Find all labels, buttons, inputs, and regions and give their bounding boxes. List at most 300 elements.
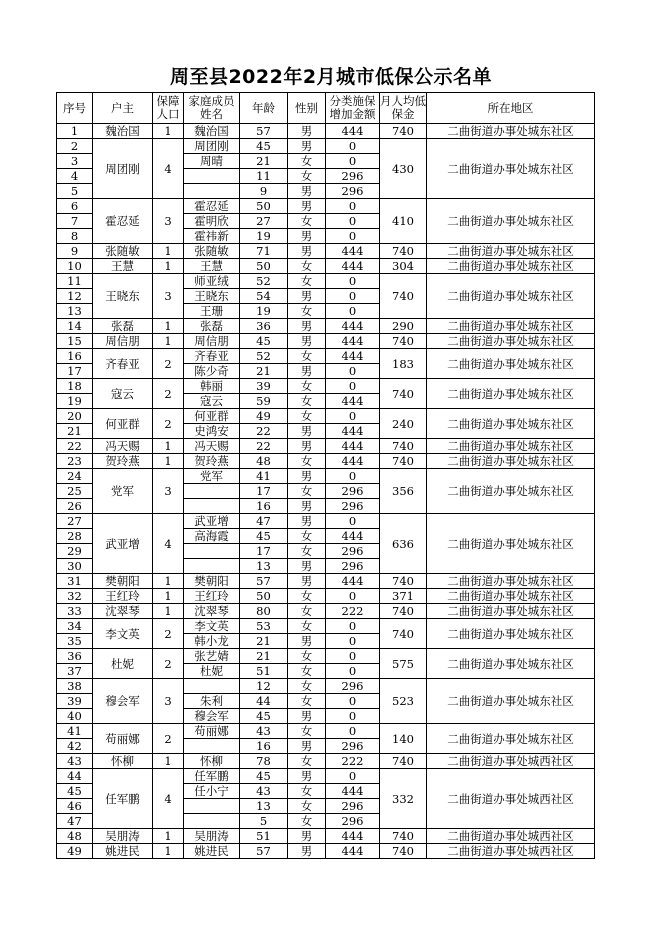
age-cell: 19 (240, 304, 288, 319)
age-cell: 39 (240, 379, 288, 394)
gender-cell: 女 (288, 784, 326, 799)
seq-cell: 14 (57, 319, 93, 334)
member-name-cell: 师亚绒 (184, 274, 240, 289)
age-cell: 12 (240, 679, 288, 694)
extra-amount-cell: 0 (326, 709, 380, 724)
monthly-avg-cell: 740 (380, 124, 427, 139)
protected-count-cell: 2 (153, 409, 184, 439)
seq-cell: 33 (57, 604, 93, 619)
extra-amount-cell: 444 (326, 784, 380, 799)
seq-cell: 7 (57, 214, 93, 229)
seq-cell: 35 (57, 634, 93, 649)
gender-cell: 女 (288, 799, 326, 814)
member-name-cell: 韩小龙 (184, 634, 240, 649)
roster-body (57, 124, 595, 859)
age-cell: 71 (240, 244, 288, 259)
region-cell: 二曲街道办事处城东社区 (427, 409, 595, 439)
gender-cell: 女 (288, 679, 326, 694)
member-name-cell: 王慧 (184, 259, 240, 274)
seq-cell: 47 (57, 814, 93, 829)
gender-cell: 男 (288, 559, 326, 574)
region-cell: 二曲街道办事处城东社区 (427, 469, 595, 514)
age-cell: 19 (240, 229, 288, 244)
table-row (57, 349, 595, 364)
gender-cell: 男 (288, 364, 326, 379)
age-cell: 45 (240, 709, 288, 724)
monthly-avg-cell: 740 (380, 604, 427, 619)
monthly-avg-cell: 356 (380, 469, 427, 514)
protected-count-cell: 2 (153, 379, 184, 409)
household-head-cell: 张随敏 (93, 244, 153, 259)
member-name-cell: 杜妮 (184, 664, 240, 679)
gender-cell: 男 (288, 244, 326, 259)
region-cell: 二曲街道办事处城东社区 (427, 244, 595, 259)
household-head-cell: 王红玲 (93, 589, 153, 604)
gender-cell: 女 (288, 589, 326, 604)
seq-cell: 31 (57, 574, 93, 589)
member-name-cell: 任小宁 (184, 784, 240, 799)
household-head-cell: 杜妮 (93, 649, 153, 679)
monthly-avg-cell: 740 (380, 379, 427, 409)
extra-amount-cell: 0 (326, 229, 380, 244)
seq-cell: 13 (57, 304, 93, 319)
gender-cell: 男 (288, 514, 326, 529)
seq-cell: 36 (57, 649, 93, 664)
monthly-avg-cell: 140 (380, 724, 427, 754)
table-row (57, 259, 595, 274)
protected-count-cell: 1 (153, 589, 184, 604)
age-cell: 52 (240, 274, 288, 289)
seq-cell: 5 (57, 184, 93, 199)
table-row (57, 454, 595, 469)
extra-amount-cell: 444 (326, 349, 380, 364)
seq-cell: 20 (57, 409, 93, 424)
age-cell: 11 (240, 169, 288, 184)
extra-amount-cell: 0 (326, 664, 380, 679)
household-head-cell: 齐春亚 (93, 349, 153, 379)
gender-cell: 女 (288, 274, 326, 289)
seq-cell: 32 (57, 589, 93, 604)
age-cell: 52 (240, 349, 288, 364)
extra-amount-cell: 444 (326, 244, 380, 259)
member-name-cell: 韩丽 (184, 379, 240, 394)
member-name-cell: 周团刚 (184, 139, 240, 154)
page-title: 周至县2022年2月城市低保公示名单 (169, 66, 493, 88)
seq-cell: 30 (57, 559, 93, 574)
seq-cell: 22 (57, 439, 93, 454)
age-cell: 50 (240, 199, 288, 214)
extra-amount-cell: 0 (326, 409, 380, 424)
table-row (57, 724, 595, 739)
household-head-cell: 李文英 (93, 619, 153, 649)
extra-amount-cell: 0 (326, 364, 380, 379)
table-row (57, 769, 595, 784)
gender-cell: 女 (288, 604, 326, 619)
table-row (57, 439, 595, 454)
age-cell: 9 (240, 184, 288, 199)
age-cell: 45 (240, 139, 288, 154)
table-row (57, 589, 595, 604)
protected-count-cell: 1 (153, 244, 184, 259)
household-head-cell: 王慧 (93, 259, 153, 274)
member-name-cell: 任军鹏 (184, 769, 240, 784)
seq-cell: 17 (57, 364, 93, 379)
age-cell: 17 (240, 484, 288, 499)
region-cell: 二曲街道办事处城东社区 (427, 619, 595, 649)
extra-amount-cell: 296 (326, 499, 380, 514)
extra-amount-cell: 296 (326, 544, 380, 559)
extra-amount-cell: 444 (326, 454, 380, 469)
extra-amount-cell: 0 (326, 649, 380, 664)
seq-cell: 45 (57, 784, 93, 799)
gender-cell: 男 (288, 634, 326, 649)
extra-amount-cell: 222 (326, 754, 380, 769)
monthly-avg-cell: 430 (380, 139, 427, 199)
gender-cell: 女 (288, 694, 326, 709)
household-head-cell: 冯天赐 (93, 439, 153, 454)
region-cell: 二曲街道办事处城东社区 (427, 379, 595, 409)
gender-cell: 男 (288, 469, 326, 484)
gender-cell: 女 (288, 379, 326, 394)
protected-count-cell: 4 (153, 514, 184, 574)
extra-amount-cell: 0 (326, 769, 380, 784)
age-cell: 57 (240, 844, 288, 859)
gender-cell: 男 (288, 199, 326, 214)
gender-cell: 女 (288, 724, 326, 739)
protected-count-cell: 1 (153, 334, 184, 349)
protected-count-cell: 3 (153, 469, 184, 514)
gender-cell: 男 (288, 334, 326, 349)
seq-cell: 49 (57, 844, 93, 859)
protected-count-cell: 1 (153, 259, 184, 274)
table-row (57, 379, 595, 394)
table-row (57, 754, 595, 769)
member-name-cell (184, 499, 240, 514)
household-head-cell: 周信朋 (93, 334, 153, 349)
header-household-head: 户主 (93, 93, 153, 124)
monthly-avg-cell: 304 (380, 259, 427, 274)
member-name-cell: 李文英 (184, 619, 240, 634)
gender-cell: 女 (288, 259, 326, 274)
table-row (57, 514, 595, 529)
protected-count-cell: 1 (153, 844, 184, 859)
extra-amount-cell: 444 (326, 334, 380, 349)
monthly-avg-cell: 410 (380, 199, 427, 244)
region-cell: 二曲街道办事处城东社区 (427, 589, 595, 604)
protected-count-cell: 1 (153, 829, 184, 844)
household-head-cell: 贺玲燕 (93, 454, 153, 469)
protected-count-cell: 1 (153, 604, 184, 619)
region-cell: 二曲街道办事处城东社区 (427, 259, 595, 274)
household-head-cell: 党军 (93, 469, 153, 514)
member-name-cell: 姚进民 (184, 844, 240, 859)
seq-cell: 43 (57, 754, 93, 769)
member-name-cell (184, 544, 240, 559)
seq-cell: 4 (57, 169, 93, 184)
seq-cell: 9 (57, 244, 93, 259)
seq-cell: 10 (57, 259, 93, 274)
gender-cell: 女 (288, 454, 326, 469)
age-cell: 80 (240, 604, 288, 619)
seq-cell: 19 (57, 394, 93, 409)
seq-cell: 44 (57, 769, 93, 784)
protected-count-cell: 2 (153, 649, 184, 679)
monthly-avg-cell: 371 (380, 589, 427, 604)
age-cell: 78 (240, 754, 288, 769)
household-head-cell: 苟丽娜 (93, 724, 153, 754)
monthly-avg-cell: 740 (380, 754, 427, 769)
extra-amount-cell: 296 (326, 169, 380, 184)
member-name-cell: 霍忍延 (184, 199, 240, 214)
region-cell: 二曲街道办事处城东社区 (427, 319, 595, 334)
region-cell: 二曲街道办事处城东社区 (427, 274, 595, 319)
seq-cell: 3 (57, 154, 93, 169)
member-name-cell: 霍祎新 (184, 229, 240, 244)
protected-count-cell: 1 (153, 574, 184, 589)
age-cell: 16 (240, 499, 288, 514)
monthly-avg-cell: 575 (380, 649, 427, 679)
member-name-cell (184, 169, 240, 184)
age-cell: 51 (240, 664, 288, 679)
extra-amount-cell: 296 (326, 679, 380, 694)
extra-amount-cell: 0 (326, 634, 380, 649)
gender-cell: 男 (288, 739, 326, 754)
member-name-cell: 王珊 (184, 304, 240, 319)
gender-cell: 女 (288, 349, 326, 364)
seq-cell: 34 (57, 619, 93, 634)
monthly-avg-cell: 740 (380, 454, 427, 469)
gender-cell: 女 (288, 814, 326, 829)
protected-count-cell: 3 (153, 199, 184, 244)
age-cell: 36 (240, 319, 288, 334)
extra-amount-cell: 0 (326, 289, 380, 304)
gender-cell: 男 (288, 439, 326, 454)
table-row (57, 619, 595, 634)
seq-cell: 2 (57, 139, 93, 154)
seq-cell: 12 (57, 289, 93, 304)
household-head-cell: 吴朋涛 (93, 829, 153, 844)
seq-cell: 15 (57, 334, 93, 349)
extra-amount-cell: 444 (326, 529, 380, 544)
table-row (57, 319, 595, 334)
member-name-cell: 武亚增 (184, 514, 240, 529)
member-name-cell (184, 814, 240, 829)
member-name-cell: 魏治国 (184, 124, 240, 139)
protected-count-cell: 1 (153, 124, 184, 139)
age-cell: 51 (240, 829, 288, 844)
extra-amount-cell: 0 (326, 724, 380, 739)
table-row (57, 124, 595, 139)
region-cell: 二曲街道办事处城西社区 (427, 769, 595, 829)
seq-cell: 23 (57, 454, 93, 469)
household-head-cell: 姚进民 (93, 844, 153, 859)
household-head-cell: 武亚增 (93, 514, 153, 574)
seq-cell: 38 (57, 679, 93, 694)
gender-cell: 男 (288, 574, 326, 589)
age-cell: 49 (240, 409, 288, 424)
header-extra-amount: 分类施保增加金额 (326, 93, 380, 124)
extra-amount-cell: 296 (326, 184, 380, 199)
table-row (57, 274, 595, 289)
protected-count-cell: 2 (153, 724, 184, 754)
member-name-cell: 怀柳 (184, 754, 240, 769)
member-name-cell (184, 739, 240, 754)
member-name-cell (184, 184, 240, 199)
region-cell: 二曲街道办事处城东社区 (427, 649, 595, 679)
region-cell: 二曲街道办事处城东社区 (427, 124, 595, 139)
member-name-cell: 吴朋涛 (184, 829, 240, 844)
member-name-cell: 苟丽娜 (184, 724, 240, 739)
extra-amount-cell: 0 (326, 469, 380, 484)
table-row (57, 199, 595, 214)
household-head-cell: 王晓东 (93, 274, 153, 319)
gender-cell: 男 (288, 184, 326, 199)
age-cell: 57 (240, 574, 288, 589)
gender-cell: 男 (288, 124, 326, 139)
age-cell: 22 (240, 424, 288, 439)
extra-amount-cell: 0 (326, 619, 380, 634)
gender-cell: 女 (288, 649, 326, 664)
member-name-cell: 王红玲 (184, 589, 240, 604)
table-row (57, 604, 595, 619)
monthly-avg-cell: 523 (380, 679, 427, 724)
table-row (57, 844, 595, 859)
gender-cell: 女 (288, 169, 326, 184)
seq-cell: 39 (57, 694, 93, 709)
seq-cell: 11 (57, 274, 93, 289)
age-cell: 13 (240, 559, 288, 574)
household-head-cell: 任军鹏 (93, 769, 153, 829)
seq-cell: 28 (57, 529, 93, 544)
table-row (57, 679, 595, 694)
age-cell: 53 (240, 619, 288, 634)
seq-cell: 8 (57, 229, 93, 244)
monthly-avg-cell: 183 (380, 349, 427, 379)
seq-cell: 41 (57, 724, 93, 739)
member-name-cell: 寇云 (184, 394, 240, 409)
monthly-avg-cell: 740 (380, 244, 427, 259)
gender-cell: 男 (288, 424, 326, 439)
region-cell: 二曲街道办事处城西社区 (427, 844, 595, 859)
extra-amount-cell: 222 (326, 604, 380, 619)
age-cell: 43 (240, 784, 288, 799)
extra-amount-cell: 0 (326, 379, 380, 394)
household-head-cell: 何亚群 (93, 409, 153, 439)
age-cell: 21 (240, 154, 288, 169)
seq-cell: 24 (57, 469, 93, 484)
header-row (57, 93, 595, 124)
member-name-cell: 樊朝阳 (184, 574, 240, 589)
extra-amount-cell: 444 (326, 574, 380, 589)
gender-cell: 男 (288, 769, 326, 784)
member-name-cell: 党军 (184, 469, 240, 484)
member-name-cell: 王晓东 (184, 289, 240, 304)
seq-cell: 21 (57, 424, 93, 439)
member-name-cell (184, 484, 240, 499)
protected-count-cell: 4 (153, 769, 184, 829)
monthly-avg-cell: 740 (380, 619, 427, 649)
age-cell: 44 (240, 694, 288, 709)
member-name-cell: 霍明欣 (184, 214, 240, 229)
seq-cell: 27 (57, 514, 93, 529)
extra-amount-cell: 0 (326, 304, 380, 319)
extra-amount-cell: 296 (326, 739, 380, 754)
seq-cell: 1 (57, 124, 93, 139)
extra-amount-cell: 444 (326, 124, 380, 139)
member-name-cell: 周信朋 (184, 334, 240, 349)
age-cell: 54 (240, 289, 288, 304)
household-head-cell: 寇云 (93, 379, 153, 409)
protected-count-cell: 2 (153, 619, 184, 649)
table-row (57, 829, 595, 844)
age-cell: 45 (240, 334, 288, 349)
extra-amount-cell: 444 (326, 319, 380, 334)
region-cell: 二曲街道办事处城东社区 (427, 604, 595, 619)
age-cell: 59 (240, 394, 288, 409)
extra-amount-cell: 444 (326, 424, 380, 439)
member-name-cell (184, 559, 240, 574)
gender-cell: 女 (288, 664, 326, 679)
seq-cell: 26 (57, 499, 93, 514)
protected-count-cell: 3 (153, 274, 184, 319)
household-head-cell: 沈翠琴 (93, 604, 153, 619)
age-cell: 21 (240, 634, 288, 649)
gender-cell: 男 (288, 289, 326, 304)
table-row (57, 334, 595, 349)
seq-cell: 46 (57, 799, 93, 814)
age-cell: 17 (240, 544, 288, 559)
region-cell: 二曲街道办事处城东社区 (427, 574, 595, 589)
region-cell: 二曲街道办事处城东社区 (427, 679, 595, 724)
region-cell: 二曲街道办事处城东社区 (427, 349, 595, 379)
age-cell: 57 (240, 124, 288, 139)
extra-amount-cell: 0 (326, 274, 380, 289)
region-cell: 二曲街道办事处城东社区 (427, 724, 595, 754)
monthly-avg-cell: 740 (380, 574, 427, 589)
gender-cell: 女 (288, 544, 326, 559)
monthly-avg-cell: 740 (380, 439, 427, 454)
gender-cell: 女 (288, 214, 326, 229)
region-cell: 二曲街道办事处城西社区 (427, 829, 595, 844)
household-head-cell: 周团刚 (93, 139, 153, 199)
monthly-avg-cell: 740 (380, 829, 427, 844)
monthly-avg-cell: 636 (380, 514, 427, 574)
seq-cell: 18 (57, 379, 93, 394)
header-gender: 性别 (288, 93, 326, 124)
member-name-cell: 沈翠琴 (184, 604, 240, 619)
member-name-cell (184, 679, 240, 694)
gender-cell: 男 (288, 844, 326, 859)
seq-cell: 16 (57, 349, 93, 364)
age-cell: 27 (240, 214, 288, 229)
extra-amount-cell: 444 (326, 844, 380, 859)
age-cell: 22 (240, 439, 288, 454)
header-age: 年龄 (240, 93, 288, 124)
table-row (57, 574, 595, 589)
age-cell: 21 (240, 364, 288, 379)
monthly-avg-cell: 740 (380, 844, 427, 859)
gender-cell: 男 (288, 499, 326, 514)
monthly-avg-cell: 240 (380, 409, 427, 439)
household-head-cell: 怀柳 (93, 754, 153, 769)
household-head-cell: 张磊 (93, 319, 153, 334)
region-cell: 二曲街道办事处城东社区 (427, 334, 595, 349)
gender-cell: 女 (288, 409, 326, 424)
table-row (57, 139, 595, 154)
member-name-cell: 张随敏 (184, 244, 240, 259)
protected-count-cell: 2 (153, 349, 184, 379)
household-head-cell: 魏治国 (93, 124, 153, 139)
